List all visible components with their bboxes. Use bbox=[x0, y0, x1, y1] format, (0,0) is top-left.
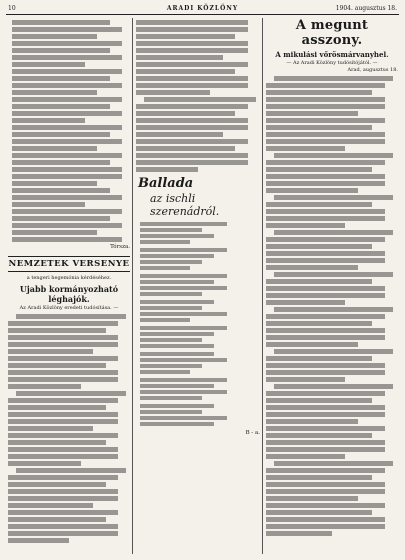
article-title: Ujabb kormányozható léghajók. bbox=[19, 284, 119, 304]
article-subtitle: A mikulási vőrösmárvanyhel. bbox=[275, 50, 389, 59]
issue-date: 1904. augusztus 18. bbox=[335, 5, 397, 12]
page-header bbox=[6, 4, 399, 15]
column-2 bbox=[136, 18, 260, 556]
section-title: NEMZETEK VERSENYE bbox=[8, 256, 130, 272]
column-1 bbox=[8, 18, 130, 556]
article-title: A megunt asszony. bbox=[295, 18, 369, 48]
ballada-subtitle: az ischli szerenádról. bbox=[150, 192, 220, 218]
section-subtitle: a tengeri hegemónia kérdéséhez. bbox=[26, 275, 112, 281]
poem-signature: B - a. bbox=[245, 430, 260, 436]
dateline: Arad, augusztus 18. bbox=[347, 67, 398, 73]
dialog-block bbox=[8, 20, 130, 242]
masthead: ARADI KÖZLÖNY bbox=[166, 5, 239, 12]
ballada-title: Ballada bbox=[138, 176, 194, 191]
column1-signature: Tórsza. bbox=[110, 244, 130, 250]
article-body bbox=[136, 20, 260, 172]
article-body bbox=[8, 314, 130, 543]
column-divider bbox=[132, 18, 133, 554]
byline-note: — Az Aradi Közlöny tudósítójától. — bbox=[286, 60, 378, 66]
page-number: 10 bbox=[8, 5, 16, 12]
byline-note: Az Aradi Közlöny eredeti tudósítása. — bbox=[19, 305, 119, 311]
column-3 bbox=[266, 18, 398, 556]
column-divider bbox=[262, 18, 263, 554]
article-body bbox=[266, 76, 398, 536]
poem bbox=[136, 222, 260, 426]
